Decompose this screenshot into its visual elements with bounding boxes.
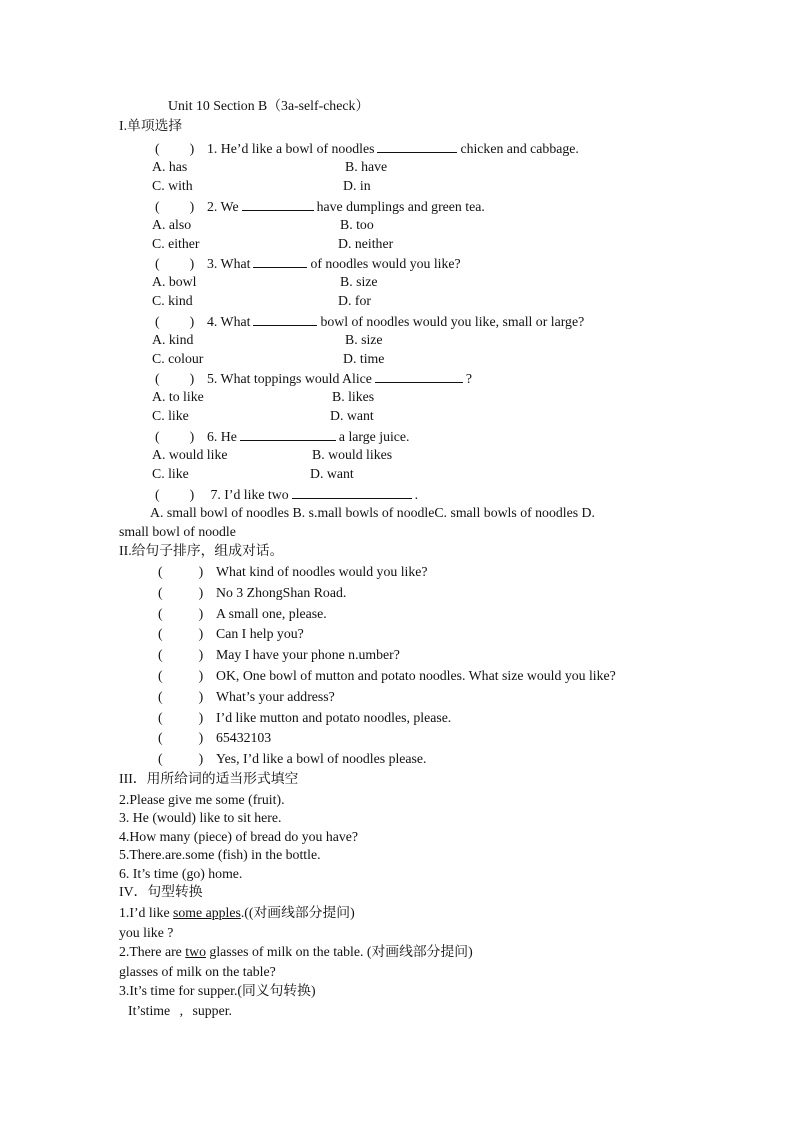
section4-q1-answer[interactable]: you like ? xyxy=(119,925,174,940)
option-b[interactable]: B. would likes xyxy=(312,446,393,462)
answer-blank[interactable] xyxy=(375,369,463,383)
q2-suffix: glasses of milk on the table. (对画线部分提问) xyxy=(205,944,473,959)
answer-paren[interactable]: ( ) xyxy=(155,428,195,444)
answer-blank[interactable] xyxy=(240,427,336,441)
question-5 xyxy=(155,369,472,388)
fill-in-item[interactable]: 5.There.are.some (fish) in the bottle. xyxy=(119,847,321,863)
q2-underlined: two xyxy=(185,944,206,959)
dialogue-text: What kind of noodles would you like? xyxy=(216,564,428,579)
answer-blank[interactable] xyxy=(253,254,307,268)
q3-answer-part-b: supper. xyxy=(192,1003,232,1018)
question-7 xyxy=(155,485,418,504)
question-7-options-cont: small bowl of noodle xyxy=(119,524,236,539)
section4-q1 xyxy=(119,904,355,922)
fill-in-item[interactable]: 6. It’s time (go) home. xyxy=(119,865,243,881)
option-a[interactable]: A. bowl xyxy=(152,274,197,289)
option-a[interactable]: A. would like xyxy=(152,446,228,462)
worksheet-title: Unit 10 Section B（3a-self-check） xyxy=(168,98,370,113)
option-d[interactable]: D. for xyxy=(338,293,371,308)
section4-heading: IV．句型转换 xyxy=(119,884,203,899)
dialogue-text: OK, One bowl of mutton and potato noodles. What size would you like? xyxy=(216,668,616,683)
answer-paren[interactable]: ( ) xyxy=(158,709,204,725)
option-b[interactable]: B. size xyxy=(345,331,383,347)
dialogue-item xyxy=(158,729,271,747)
answer-paren[interactable]: ( ) xyxy=(155,141,195,156)
answer-paren[interactable]: ( ) xyxy=(155,487,195,502)
answer-paren[interactable]: ( ) xyxy=(158,751,204,767)
option-d[interactable]: D. in xyxy=(343,178,371,193)
answer-paren[interactable]: ( ) xyxy=(155,256,195,271)
q2-prefix: 2.There are xyxy=(119,944,186,959)
question-stem: 4. What xyxy=(207,313,251,329)
question-stem: 3. What xyxy=(207,256,251,271)
answer-paren[interactable]: ( ) xyxy=(158,564,204,579)
question-1 xyxy=(155,139,579,158)
dialogue-text: May I have your phone n.umber? xyxy=(216,647,400,663)
option-c[interactable]: C. kind xyxy=(152,293,193,308)
q1-prefix: 1.I’d like xyxy=(119,905,174,920)
dialogue-text: Yes, I’d like a bowl of noodles please. xyxy=(216,751,427,767)
section4-q2-answer[interactable]: glasses of milk on the table? xyxy=(119,964,276,979)
q3-mark: , xyxy=(179,1003,184,1018)
fill-in-item[interactable]: 4.How many (piece) of bread do you have? xyxy=(119,828,359,844)
section1-heading: I.单项选择 xyxy=(119,118,183,133)
answer-paren[interactable]: ( ) xyxy=(155,313,195,329)
q1-suffix: .((对画线部分提问) xyxy=(240,905,355,920)
option-c[interactable]: C. with xyxy=(152,178,193,193)
answer-paren[interactable]: ( ) xyxy=(158,730,204,746)
fill-in-item[interactable]: 3. He (would) like to sit here. xyxy=(119,810,282,826)
option-b[interactable]: B. size xyxy=(340,274,378,289)
dialogue-item xyxy=(158,709,451,727)
dialogue-item xyxy=(158,750,427,768)
dialogue-text: No 3 ZhongShan Road. xyxy=(216,584,347,600)
dialogue-item xyxy=(158,584,346,602)
option-b[interactable]: B. likes xyxy=(332,389,375,404)
section4-q3: 3.It’s time for supper.(同义句转换) xyxy=(119,983,316,998)
option-a[interactable]: A. kind xyxy=(152,331,194,347)
question-after: have dumplings and green tea. xyxy=(316,198,485,214)
question-after: a large juice. xyxy=(338,428,410,444)
dialogue-item xyxy=(158,625,304,643)
question-3 xyxy=(155,254,461,273)
answer-blank[interactable] xyxy=(377,139,457,153)
option-c[interactable]: C. like xyxy=(152,408,189,423)
question-7-options: A. small bowl of noodles B. s.mall bowls of noodleC. small bowls of noodles D. xyxy=(150,505,595,520)
option-d[interactable]: D. neither xyxy=(338,235,394,251)
section3-heading: III．用所给词的适当形式填空 xyxy=(119,771,299,786)
question-after: chicken and cabbage. xyxy=(460,141,579,156)
answer-blank[interactable] xyxy=(292,485,412,499)
section4-q2 xyxy=(119,943,473,961)
answer-paren[interactable]: ( ) xyxy=(158,584,204,600)
answer-paren[interactable]: ( ) xyxy=(158,647,204,663)
section2-heading: II.给句子排序，组成对话。 xyxy=(119,543,284,558)
dialogue-text: 65432103 xyxy=(216,730,272,746)
q3-answer-part-a: It’stime xyxy=(128,1003,171,1018)
q1-underlined: some apples xyxy=(173,905,241,920)
option-a[interactable]: A. to like xyxy=(152,389,204,404)
question-2 xyxy=(155,197,485,216)
question-6 xyxy=(155,427,410,446)
option-d[interactable]: D. want xyxy=(330,408,374,423)
option-b[interactable]: B. have xyxy=(345,159,388,174)
section4-q3-answer[interactable] xyxy=(128,1002,232,1020)
answer-blank[interactable] xyxy=(253,312,317,326)
question-after: ? xyxy=(465,371,473,386)
dialogue-item xyxy=(158,563,428,581)
option-c[interactable]: C. either xyxy=(152,235,200,251)
dialogue-item xyxy=(158,646,400,664)
option-b[interactable]: B. too xyxy=(340,216,374,232)
dialogue-item xyxy=(158,667,616,685)
question-stem: 1. He’d like a bowl of noodles xyxy=(207,141,375,156)
fill-in-item[interactable]: 2.Please give me some (fruit). xyxy=(119,792,285,807)
dialogue-text: A small one, please. xyxy=(216,605,327,621)
option-d[interactable]: D. want xyxy=(310,465,354,481)
dialogue-text: Can I help you? xyxy=(216,626,304,642)
question-4 xyxy=(155,312,584,331)
option-c[interactable]: C. colour xyxy=(152,350,204,366)
option-a[interactable]: A. also xyxy=(152,216,192,232)
question-7-stem: 7. I’d like two xyxy=(210,487,289,502)
answer-paren[interactable]: ( ) xyxy=(158,626,204,642)
option-a[interactable]: A. has xyxy=(152,159,188,174)
answer-paren[interactable]: ( ) xyxy=(155,198,195,214)
question-after: bowl of noodles would you like, small or large? xyxy=(320,313,585,329)
dialogue-text: I’d like mutton and potato noodles, please. xyxy=(216,709,452,725)
question-7-after: . xyxy=(414,487,419,502)
option-d[interactable]: D. time xyxy=(343,350,385,366)
question-stem: 6. He xyxy=(207,428,237,444)
answer-blank[interactable] xyxy=(242,197,314,211)
dialogue-text: What’s your address? xyxy=(216,688,335,704)
answer-paren[interactable]: ( ) xyxy=(155,371,195,386)
dialogue-item xyxy=(158,605,327,623)
answer-paren[interactable]: ( ) xyxy=(158,605,204,621)
answer-paren[interactable]: ( ) xyxy=(158,668,204,683)
question-stem: 2. We xyxy=(207,198,239,214)
question-after: of noodles would you like? xyxy=(310,256,461,271)
dialogue-item xyxy=(158,688,335,706)
answer-paren[interactable]: ( ) xyxy=(158,688,204,704)
option-c[interactable]: C. like xyxy=(152,465,189,481)
question-stem: 5. What toppings would Alice xyxy=(207,371,372,386)
